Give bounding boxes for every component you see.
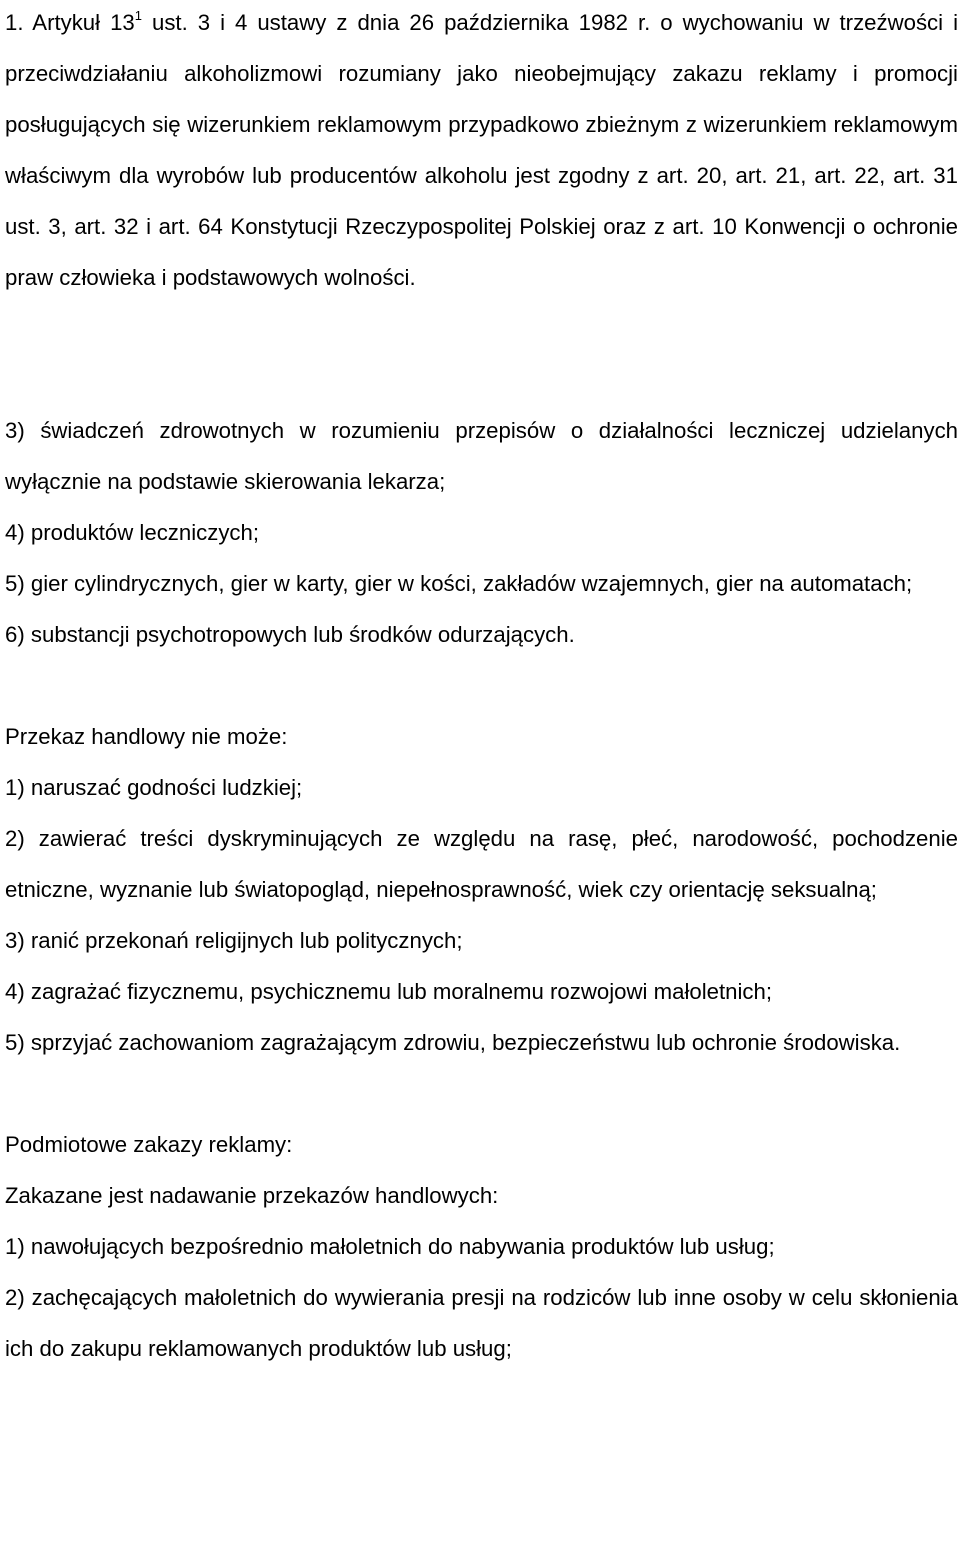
list-item: 4) zagrażać fizycznemu, psychicznemu lub moralnemu rozwojowi małoletnich; — [5, 979, 773, 1004]
document-page — [5, 0, 958, 1374]
list-item: 3) świadczeń zdrowotnych w rozumieniu przepisów o działalności leczniczej udzielanych wyłącznie na podstawie skierowania lekarza; — [5, 418, 958, 494]
spacer — [5, 660, 958, 711]
intro-text-start: 1. Artykuł 13 — [5, 10, 135, 35]
list-item: 2) zachęcających małoletnich do wywierania presji na rodziców lub inne osoby w celu skłonienia ich do zakupu reklamowanych produktów lub usług; — [5, 1285, 958, 1361]
list-item: 6) substancji psychotropowych lub środków odurzających. — [5, 622, 575, 647]
list-item: 5) gier cylindrycznych, gier w karty, gier w kości, zakładów wzajemnych, gier na automatach; — [5, 571, 913, 596]
spacer — [5, 303, 958, 405]
intro-text-rest: ust. 3 i 4 ustawy z dnia 26 października 1982 r. o wychowaniu w trzeźwości i przeciwdziałaniu alkoholizmowi rozumiany jako nieobejmujący zakazu reklamy i promocji posługujących się wizerunkiem reklamowym przypadkowo zbieżnym z wizerunkiem reklamowym właściwym dla wyrobów lub producentów alkoholu jest zgodny z art. 20, art. 21, art. 22, art. 31 ust. 3, art. 32 i art. 64 Konstytucji Rzeczypospolitej Polskiej oraz z art. 10 Konwencji o ochronie praw człowieka i podstawowych wolności. — [5, 10, 958, 290]
list-item: 3) ranić przekonań religijnych lub politycznych; — [5, 928, 463, 953]
section-heading: Przekaz handlowy nie może: — [5, 724, 288, 749]
list-item: 5) sprzyjać zachowaniom zagrażającym zdrowiu, bezpieczeństwu lub ochronie środowiska. — [5, 1030, 901, 1055]
list-item: 4) produktów leczniczych; — [5, 520, 260, 545]
intro-paragraph — [5, 0, 958, 303]
list-item: 1) nawołujących bezpośrednio małoletnich do nabywania produktów lub usług; — [5, 1234, 775, 1259]
list-item: 2) zawierać treści dyskryminujących ze względu na rasę, płeć, narodowość, pochodzenie etniczne, wyznanie lub światopogląd, niepełnosprawność, wiek czy orientację seksualną; — [5, 826, 958, 902]
superscript-number: 1 — [134, 8, 142, 23]
section-subheading: Zakazane jest nadawanie przekazów handlowych: — [5, 1183, 499, 1208]
list-item: 1) naruszać godności ludzkiej; — [5, 775, 303, 800]
spacer — [5, 1068, 958, 1119]
section-heading: Podmiotowe zakazy reklamy: — [5, 1132, 293, 1157]
